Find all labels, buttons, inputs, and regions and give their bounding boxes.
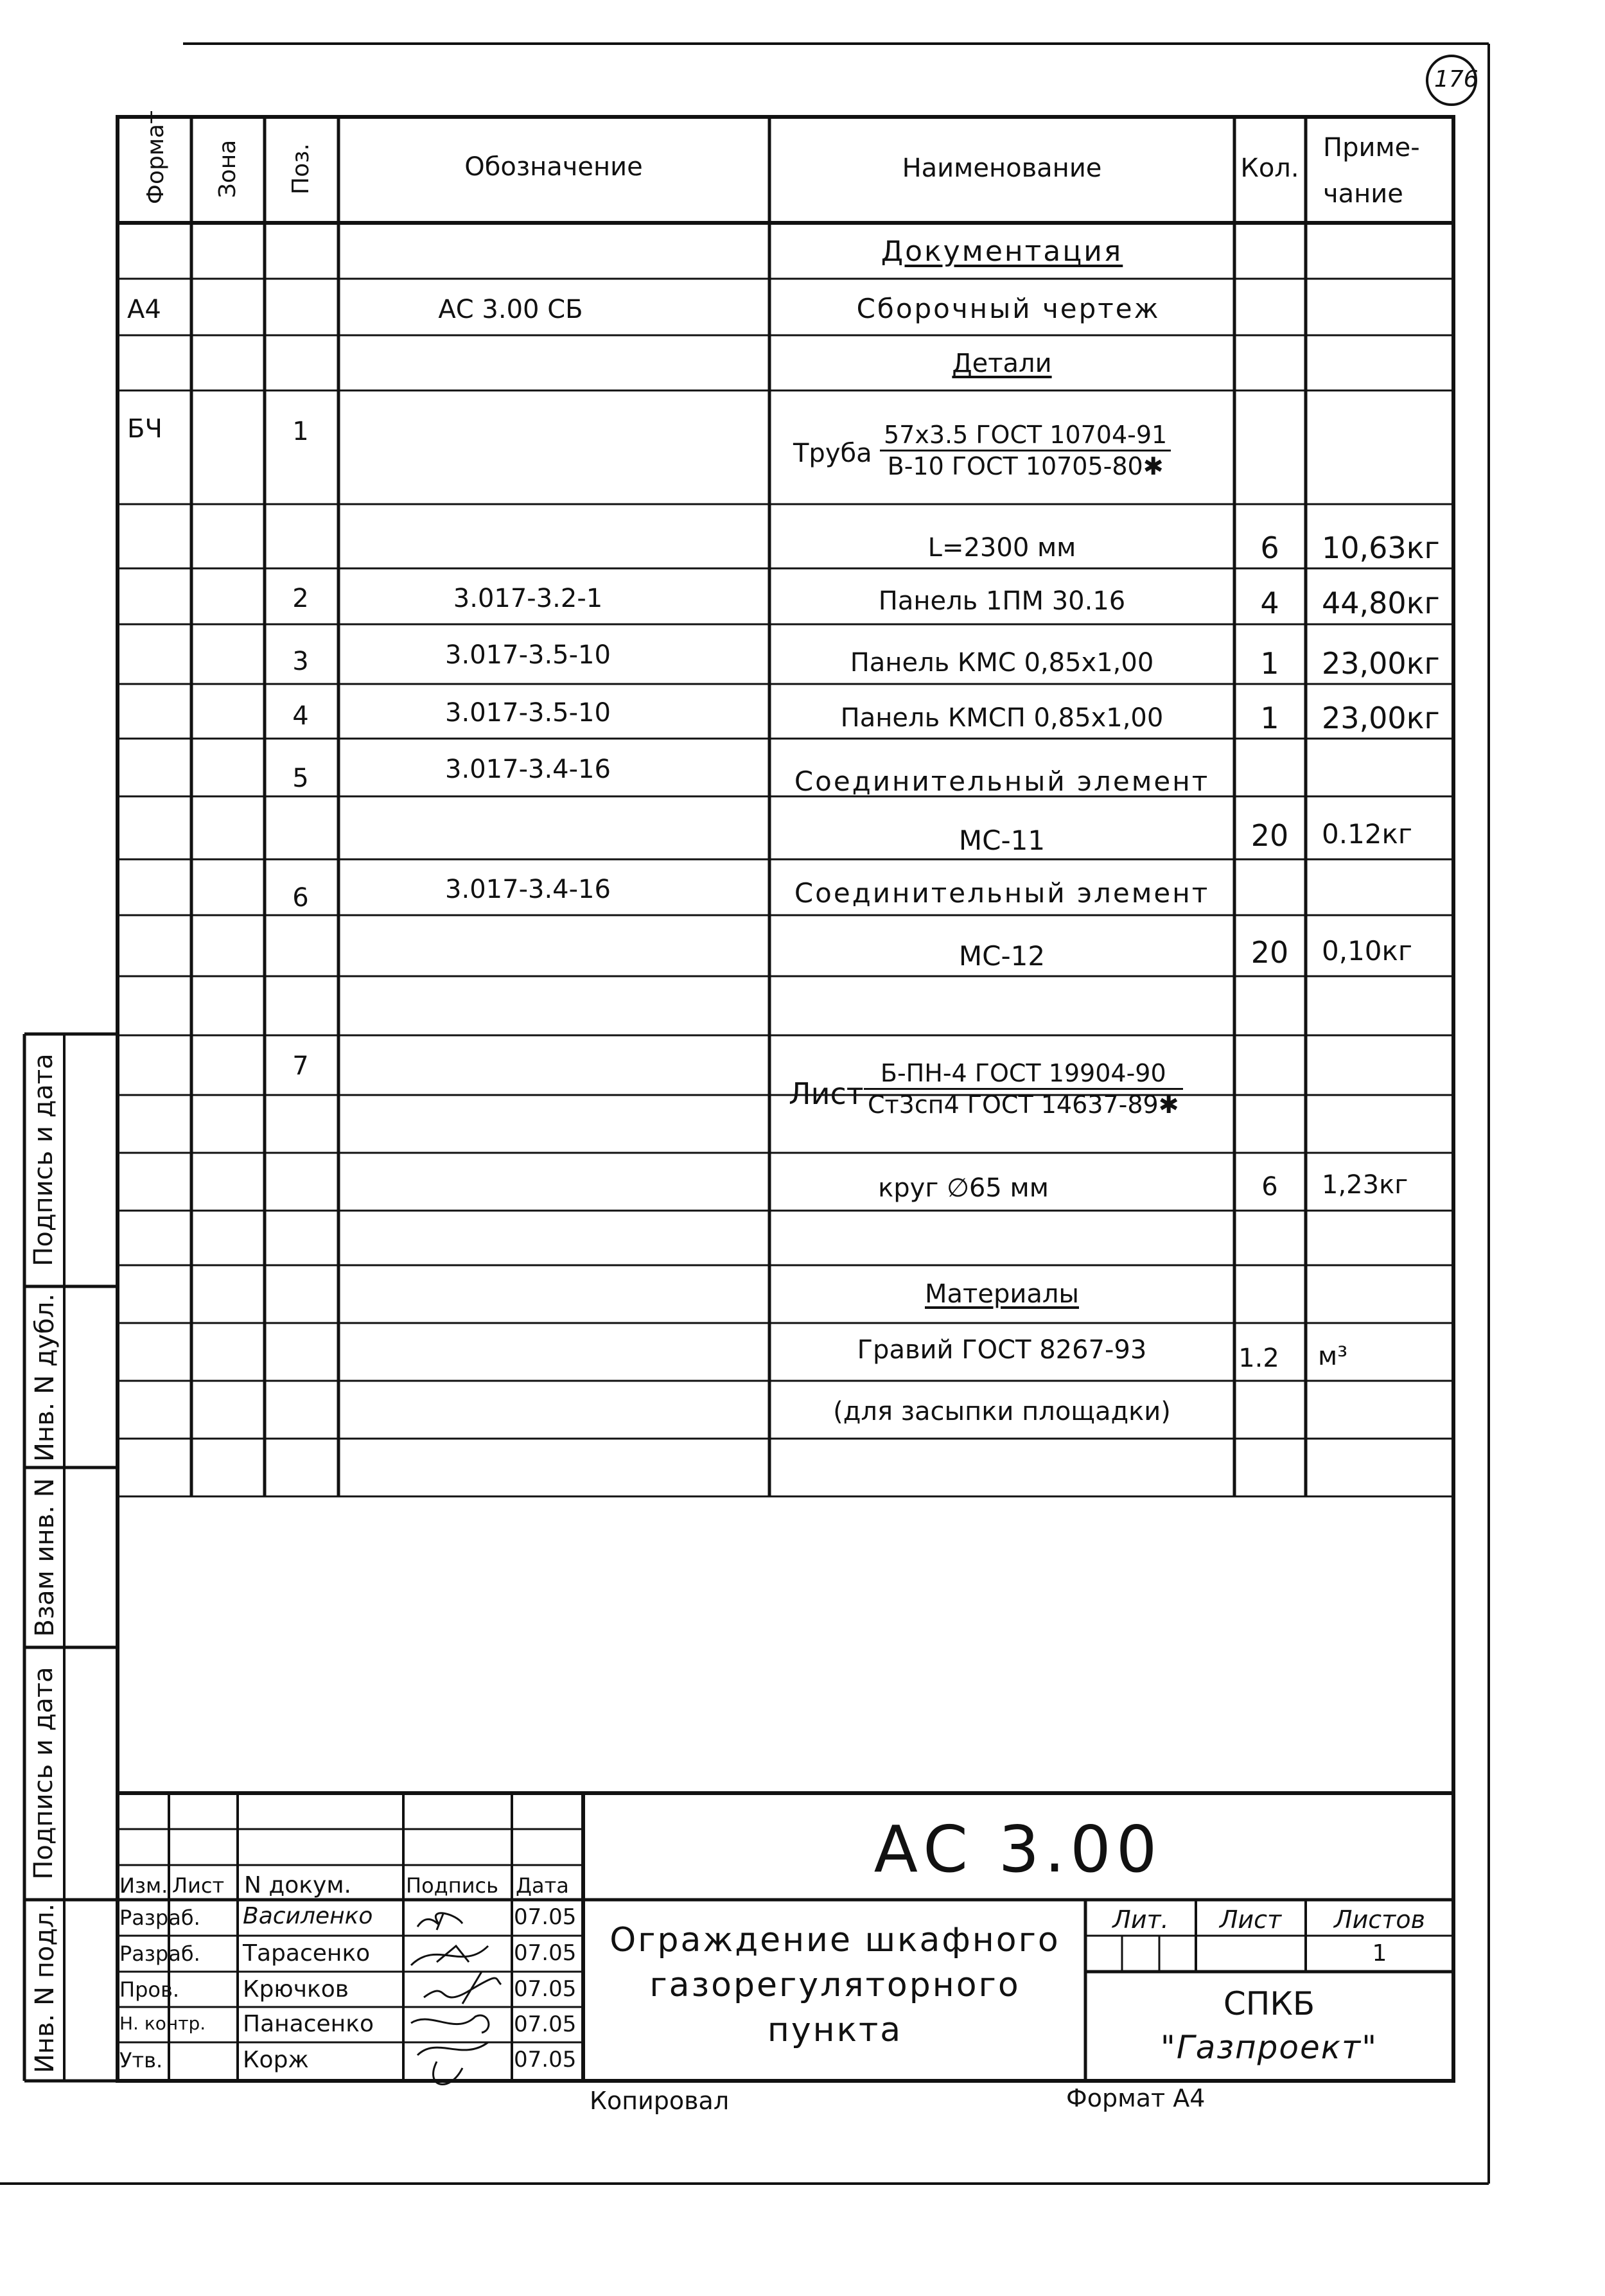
row4-format: БЧ [127, 414, 162, 444]
doc-code: АС 3.00 [873, 1812, 1162, 1887]
strip-sign-date-1: Подпись и дата [29, 1053, 58, 1266]
date-5: 07.05 [514, 2047, 577, 2073]
row12-note: 0,10кг [1322, 935, 1412, 967]
strip-inv-dubl: Инв. N дубл. [30, 1293, 60, 1462]
role-3: Пров. [119, 1977, 179, 2002]
header-qty: Кол. [1240, 153, 1299, 183]
row14-sheet-spec [864, 1061, 1183, 1117]
header-zone: Зона [215, 139, 241, 198]
date-1: 07.05 [514, 1904, 577, 1930]
sheet-label: Лист [1219, 1906, 1282, 1934]
role-2: Разраб. [119, 1941, 200, 1966]
row8-note: 23,00кг [1322, 701, 1440, 735]
row8-pos: 4 [292, 701, 309, 731]
footer-copied: Копировал [590, 2087, 730, 2115]
sheets-label: Листов [1334, 1906, 1425, 1934]
header-note-line2: чание [1323, 179, 1403, 209]
row6-pos: 2 [292, 584, 309, 613]
row4-pipe-spec-bottom: В-10 ГОСТ 10705-80✱ [887, 452, 1164, 480]
name-2: Тарасенко [243, 1940, 371, 1967]
section-materials: Материалы [925, 1279, 1079, 1309]
name-1: Василенко [243, 1903, 373, 1929]
row14-sheet-spec-top: Б-ПН-4 ГОСТ 19904-90 [864, 1061, 1183, 1090]
col-list: Лист [172, 1873, 225, 1898]
col-podpis: Подпись [406, 1873, 498, 1898]
role-1: Разраб. [119, 1906, 200, 1930]
row7-qty: 1 [1260, 646, 1279, 681]
name-5: Корж [243, 2047, 309, 2073]
lit-label: Лит. [1112, 1906, 1169, 1934]
row4-name-prefix: Труба [793, 439, 872, 468]
row9-designation: 3.017-3.4-16 [445, 755, 611, 784]
row6-designation: 3.017-3.2-1 [453, 584, 603, 613]
sheets-value: 1 [1372, 1940, 1387, 1967]
row4-pipe-spec-top: 57х3.5 ГОСТ 10704-91 [880, 423, 1171, 451]
row4-pos: 1 [292, 417, 309, 446]
row9-name: Соединительный элемент [794, 766, 1210, 797]
row2-format: А4 [127, 295, 161, 324]
row10-name: МС-11 [958, 825, 1046, 856]
strip-sign-date-2: Подпись и дата [29, 1667, 58, 1880]
signatures-scribble [398, 1901, 514, 2094]
row19-qty: 1.2 [1238, 1344, 1279, 1373]
section-details: Детали [952, 349, 1052, 378]
role-4: Н. контр. [119, 2013, 206, 2034]
row20-name: (для засыпки площадки) [833, 1397, 1171, 1426]
date-4: 07.05 [514, 2011, 577, 2037]
row7-designation: 3.017-3.5-10 [445, 640, 611, 670]
org-line-1: СПКБ [1223, 1985, 1315, 2022]
row19-note: м³ [1318, 1342, 1348, 1371]
section-documentation: Документация [881, 235, 1123, 268]
header-format: Формат [143, 110, 169, 204]
row5-qty: 6 [1260, 530, 1279, 565]
row19-name: Гравий ГОСТ 8267-93 [857, 1335, 1147, 1365]
row8-designation: 3.017-3.5-10 [445, 698, 611, 728]
row7-pos: 3 [292, 647, 309, 676]
header-designation: Обозначение [464, 152, 643, 182]
col-data: Дата [516, 1873, 569, 1898]
row6-name: Панель 1ПМ 30.16 [878, 586, 1126, 616]
col-ndok: N докум. [244, 1872, 351, 1898]
row16-qty: 6 [1261, 1172, 1278, 1202]
strip-vzam-inv: Взам инв. N [30, 1478, 60, 1637]
role-5: Утв. [119, 2048, 163, 2073]
org-line-2: "Газпроект" [1160, 2029, 1378, 2066]
col-izm: Изм. [119, 1873, 168, 1898]
row11-pos: 6 [292, 883, 309, 913]
row14-pos: 7 [292, 1051, 309, 1081]
title-line-1: Ограждение шкафного [610, 1921, 1060, 1959]
row14-sheet-spec-bottom: Ст3сп4 ГОСТ 14637-89✱ [868, 1091, 1179, 1119]
name-3: Крючков [243, 1976, 349, 2002]
header-note-line1: Приме- [1323, 133, 1420, 162]
name-4: Панасенко [243, 2011, 374, 2037]
date-3: 07.05 [514, 1976, 577, 2002]
header-pos: Поз. [288, 143, 314, 195]
row11-designation: 3.017-3.4-16 [445, 875, 611, 904]
row10-note: 0.12кг [1322, 818, 1412, 850]
row6-note: 44,80кг [1322, 586, 1440, 620]
row16-note: 1,23кг [1322, 1170, 1408, 1200]
row5-name: L=2300 мм [927, 533, 1076, 563]
title-line-2: газорегуляторного [649, 1966, 1021, 2004]
date-2: 07.05 [514, 1940, 577, 1966]
header-name: Наименование [902, 153, 1102, 183]
row7-name: Панель КМС 0,85х1,00 [850, 648, 1154, 678]
row8-qty: 1 [1260, 701, 1279, 735]
footer-format: Формат А4 [1066, 2084, 1206, 2112]
row2-name: Сборочный чертеж [856, 293, 1161, 324]
strip-inv-podl: Инв. N подл. [30, 1903, 60, 2073]
row7-note: 23,00кг [1322, 646, 1440, 681]
title-line-3: пункта [767, 2011, 903, 2049]
row10-qty: 20 [1250, 818, 1289, 853]
row5-note: 10,63кг [1322, 530, 1440, 565]
row6-qty: 4 [1260, 586, 1279, 620]
row9-pos: 5 [292, 764, 309, 793]
row2-designation: АС 3.00 СБ [438, 295, 583, 324]
row11-name: Соединительный элемент [794, 877, 1210, 909]
row4-pipe-spec [880, 423, 1171, 478]
row12-qty: 20 [1250, 935, 1289, 970]
row12-name: МС-12 [958, 940, 1046, 972]
row14-name-prefix: Лист [789, 1076, 864, 1111]
sheet-number-mark: 176 [1434, 66, 1478, 92]
row8-name: Панель КМСП 0,85х1,00 [840, 703, 1164, 733]
row16-name: круг ∅65 мм [878, 1173, 1049, 1203]
